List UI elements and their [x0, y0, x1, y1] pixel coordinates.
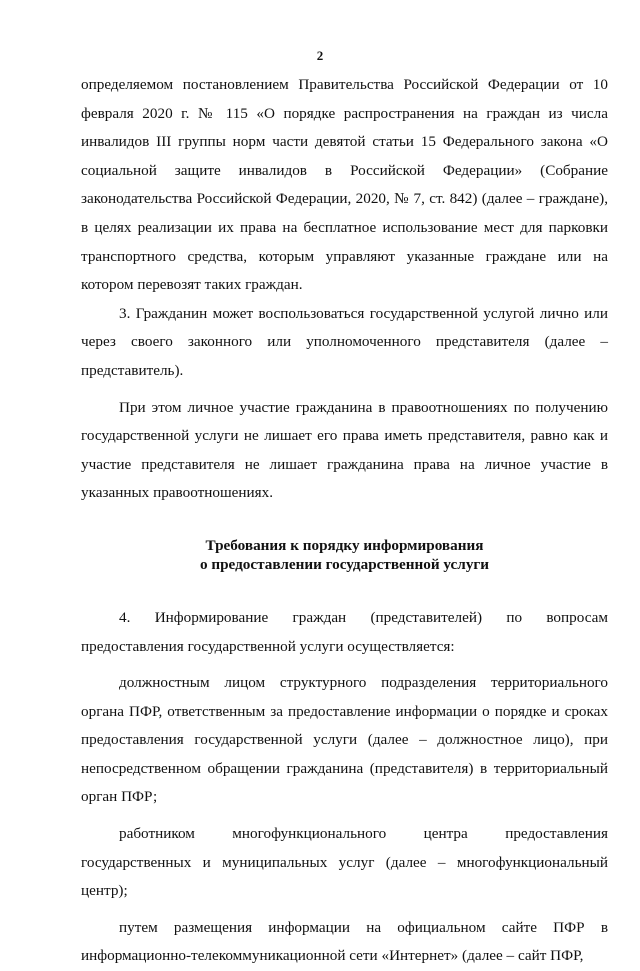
document-body — [81, 71, 608, 971]
paragraph-mfc-worker: работником многофункционального центра предоставления государственных и муниципальных услуг (далее – многофункциональный центр); — [81, 825, 608, 900]
paragraph-gap — [81, 906, 608, 914]
paragraph-official-person: должностным лицом структурного подразделения территориального органа ПФР, ответственным за предоставление информации о порядке и сроках предоставления государственной услуги (далее – должностное лицо), при непосредственном обращении гражданина (представителя) в территориальный орган ПФР; — [81, 674, 608, 806]
paragraph-website: путем размещения информации на официальном сайте ПФР в информационно-телекоммуникационной сети «Интернет» (далее – сайт ПФР, — [81, 918, 608, 965]
page-number: 2 — [316, 48, 324, 63]
section-heading-line-2: о предоставлении государственной услуги — [199, 555, 490, 573]
paragraph-gap — [81, 661, 608, 669]
paragraph-gap — [81, 386, 608, 394]
paragraph-item-4: 4. Информирование граждан (представителей) по вопросам предоставления государственной услуги осуществляется: — [81, 608, 608, 655]
paragraph-personal-participation: При этом личное участие гражданина в правоотношениях по получению государственной услуги не лишает его права иметь представителя, равно как и участие представителя не лишает гражданина права на личное участие в указанных правоотношениях. — [81, 398, 608, 502]
paragraph-item-3: 3. Гражданин может воспользоваться государственной услугой лично или через своего законного или уполномоченного представителя (далее – представитель). — [81, 304, 608, 379]
paragraph-continuation: определяемом постановлением Правительства Российской Федерации от 10 февраля 2020 г. № 115 «О порядке распространения на граждан из числа инвалидов III группы норм части девятой статьи 15 Федерального закона «О социальной защите инвалидов в Российской Федерации» (Собрание законодательства Российской Федерации, 2020, № 7, ст. 842) (далее – граждане), в целях реализации их права на бесплатное использование мест для парковки транспортного средства, которым управляют указанные граждане или на котором перевозят таких граждан. — [81, 76, 608, 294]
section-heading-line-1: Требования к порядку информирования — [205, 536, 484, 554]
paragraph-gap — [81, 812, 608, 820]
section-heading — [81, 536, 608, 574]
